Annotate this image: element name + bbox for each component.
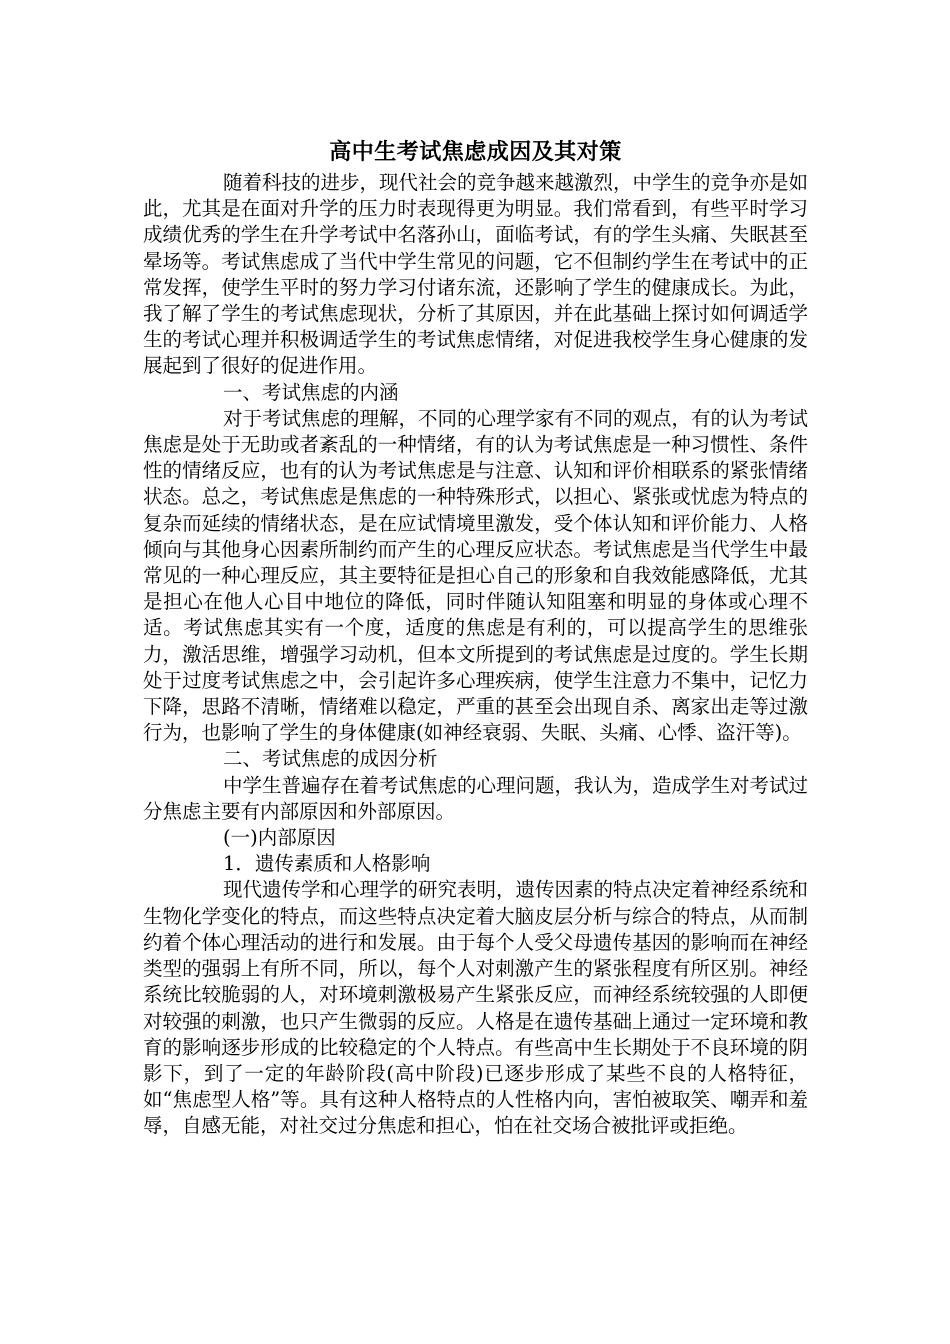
section-heading-1: 一、考试焦虑的内涵 bbox=[223, 380, 399, 404]
document-page bbox=[143, 138, 808, 1140]
section-1-paragraph: 对于考试焦虑的理解，不同的心理学家有不同的观点，有的认为考试焦虑是处于无助或者紊乱的一种情绪，有的认为考试焦虑是一种习惯性、条件性的情绪反应，也有的认为考试焦虑是与注意、认知和评价相联系的紧张情绪状态。总之，考试焦虑是焦虑的一种特殊形式，以担心、紧张或忧虑为特点的复杂而延续的情绪状态，是在应试情境里激发，受个体认知和评价能力、人格倾向与其他身心因素所制约而产生的心理反应状态。考试焦虑是当代学生中最常见的一种心理反应，其主要特征是担心自己的形象和自我效能感降低，尤其是担心在他人心目中地位的降低，同时伴随认知阻塞和明显的身体或心理不适。考试焦虑其实有一个度，适度的焦虑是有利的，可以提高学生的思维张力，激活思维，增强学习动机，但本文所提到的考试焦虑是过度的。学生长期处于过度考试焦虑之中，会引起许多心理疾病，使学生注意力不集中，记忆力下降，思路不清晰，情绪难以稳定，严重的甚至会出现自杀、离家出走等过激行为，也影响了学生的身体健康(如神经衰弱、失眠、头痛、心悸、盗汗等)。 bbox=[143, 406, 809, 745]
section-2-paragraph: 中学生普遍存在着考试焦虑的心理问题，我认为，造成学生对考试过分焦虑主要有内部原因和外部原因。 bbox=[143, 773, 809, 823]
subsection-heading-heredity: 1．遗传素质和人格影响 bbox=[223, 852, 431, 876]
document-title: 高中生考试焦虑成因及其对策 bbox=[329, 139, 622, 165]
subsection-heading-internal: (一)内部原因 bbox=[223, 826, 336, 850]
section-heading-2: 二、考试焦虑的成因分析 bbox=[223, 747, 438, 771]
heredity-paragraph: 现代遗传学和心理学的研究表明，遗传因素的特点决定着神经系统和生物化学变化的特点，而这些特点决定着大脑皮层分析与综合的特点，从而制约着个体心理活动的进行和发展。由于每个人受父母遗传基因的影响而在神经类型的强弱上有所不同，所以，每个人对刺激产生的紧张程度有所区别。神经系统比较脆弱的人，对环境刺激极易产生紧张反应，而神经系统较强的人即便对较强的刺激，也只产生微弱的反应。人格是在遗传基础上通过一定环境和教育的影响逐步形成的比较稳定的个人特点。有些高中生长期处于不良环境的阴影下，到了一定的年龄阶段(高中阶段)已逐步形成了某些不良的人格特征，如“焦虑型人格”等。具有这种人格特点的人性格内向，害怕被取笑、嘲弄和羞辱，自感无能，对社交过分焦虑和担心，怕在社交场合被批评或拒绝。 bbox=[143, 878, 809, 1138]
intro-paragraph: 随着科技的进步，现代社会的竞争越来越激烈，中学生的竞争亦是如此，尤其是在面对升学的压力时表现得更为明显。我们常看到，有些平时学习成绩优秀的学生在升学考试中名落孙山，面临考试，有的学生头痛、失眠甚至晕场等。考试焦虑成了当代中学生常见的问题，它不但制约学生在考试中的正常发挥，使学生平时的努力学习付诸东流，还影响了学生的健康成长。为此，我了解了学生的考试焦虑现状，分析了其原因，并在此基础上探讨如何调适学生的考试心理并积极调适学生的考试焦虑情绪，对促进我校学生身心健康的发展起到了很好的促进作用。 bbox=[143, 171, 809, 378]
